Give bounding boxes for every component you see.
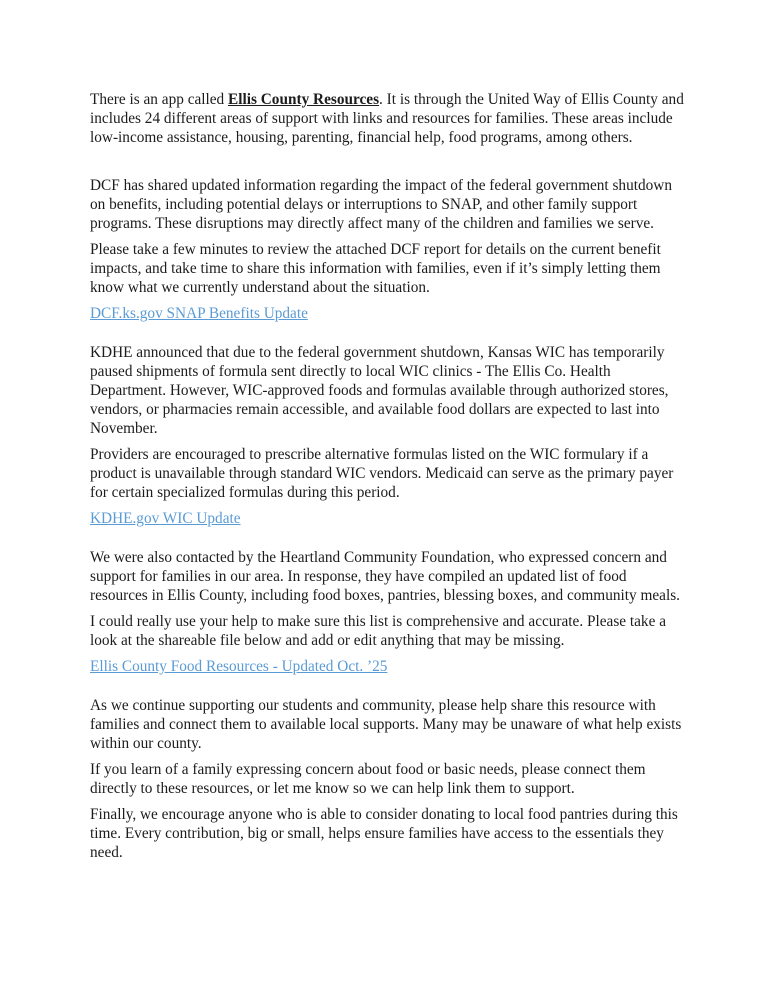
help-request-paragraph: I could really use your help to make sure this list is comprehensive and accurate. Please take a look at the shareable file below and add or edit anything that may be missing. [90, 613, 666, 649]
heartland-foundation-paragraph: We were also contacted by the Heartland Community Foundation, who expressed concern and support for families in our area. In response, they have compiled an updated list of food resources in Ellis County, including food boxes, pantries, blessing boxes, and community meals. [90, 549, 680, 604]
intro-section [90, 90, 688, 147]
connect-families-paragraph: If you learn of a family expressing concern about food or basic needs, please connect them directly to these resources, or let me know so we can help link them to support. [90, 761, 646, 797]
dcf-snap-section [90, 176, 688, 323]
food-resources-section [90, 548, 688, 676]
closing-section [90, 696, 688, 862]
dcf-snap-benefits-link[interactable]: DCF.ks.gov SNAP Benefits Update [90, 305, 308, 322]
intro-text-before: There is an app called [90, 91, 229, 108]
dcf-impact-paragraph: DCF has shared updated information regarding the impact of the federal government shutdown on benefits, including potential delays or interruptions to SNAP, and other family support programs. These disruptions may directly affect many of the children and families we serve. [90, 177, 672, 232]
dcf-link-line [90, 304, 688, 323]
app-name-emphasis: Ellis County Resources [228, 91, 380, 108]
intro-paragraph [90, 90, 688, 147]
intro-text-after: . It is through the United Way of Ellis County and includes 24 different areas of support with links and resources for families. These areas include low-income assistance, housing, parenting, financial help, food programs, among others. [90, 91, 684, 146]
dcf-review-paragraph: Please take a few minutes to review the attached DCF report for details on the current benefit impacts, and take time to share this information with families, even if it’s simply letting them know what we currently understand about the situation. [90, 241, 661, 296]
food-resources-link-line [90, 657, 688, 676]
donation-encouragement-paragraph: Finally, we encourage anyone who is able to consider donating to local food pantries during this time. Every contribution, big or small, helps ensure families have access to the essentials they need. [90, 806, 678, 861]
kdhe-link-line [90, 509, 688, 528]
kdhe-wic-update-link[interactable]: KDHE.gov WIC Update [90, 510, 241, 527]
kdhe-providers-paragraph: Providers are encouraged to prescribe alternative formulas listed on the WIC formulary if a product is unavailable through standard WIC vendors. Medicaid can serve as the primary payer for certain specialized formulas during this period. [90, 446, 674, 501]
kdhe-announcement-paragraph: KDHE announced that due to the federal government shutdown, Kansas WIC has temporarily paused shipments of formula sent directly to local WIC clinics - The Ellis Co. Health Department. However, WIC-approved foods and formulas available through authorized stores, vendors, or pharmacies remain accessible, and available food dollars are expected to last into November. [90, 344, 669, 437]
ellis-county-food-resources-link[interactable]: Ellis County Food Resources - Updated Oct. ’25 [90, 658, 388, 675]
kdhe-wic-section [90, 343, 688, 528]
share-resource-paragraph: As we continue supporting our students and community, please help share this resource with families and connect them to available local supports. Many may be unaware of what help exists within our county. [90, 697, 682, 752]
